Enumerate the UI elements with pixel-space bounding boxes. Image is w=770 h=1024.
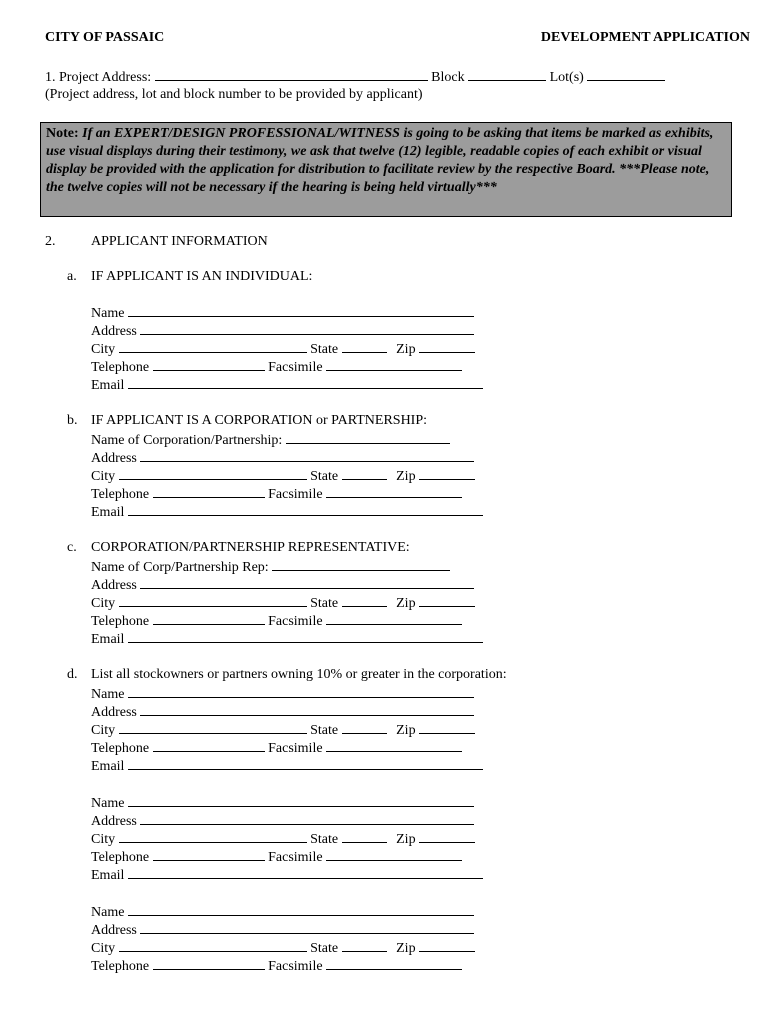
- b-telephone-row: [91, 484, 462, 502]
- city-name: CITY OF PASSAIC: [45, 30, 165, 45]
- a-address-row: [91, 321, 474, 339]
- block-label: Block: [431, 70, 465, 85]
- b-zip-field[interactable]: [419, 466, 475, 480]
- c-email-row: [91, 629, 483, 647]
- address-label: Address: [91, 324, 137, 339]
- a-email-row: [91, 375, 483, 393]
- d2-zip-field[interactable]: [419, 829, 475, 843]
- d2-name-field[interactable]: [128, 793, 474, 807]
- b-email-row: [91, 502, 483, 520]
- lots-label: Lot(s): [549, 70, 584, 85]
- d2-city-row: [91, 829, 475, 847]
- telephone-label: Telephone: [91, 360, 150, 375]
- email-label: Email: [91, 378, 125, 393]
- telephone-label: Telephone: [91, 850, 150, 865]
- b-city-row: [91, 466, 475, 484]
- document-title: DEVELOPMENT APPLICATION: [540, 30, 750, 45]
- name-label: Name: [91, 796, 125, 811]
- d1-state-field[interactable]: [342, 720, 387, 734]
- facsimile-label: Facsimile: [268, 487, 323, 502]
- a-city-row: [91, 339, 475, 357]
- d3-city-row: [91, 938, 475, 956]
- d1-city-field[interactable]: [119, 720, 307, 734]
- notice-label: Note:: [46, 126, 79, 141]
- a-zip-field[interactable]: [419, 339, 475, 353]
- d2-facsimile-field[interactable]: [326, 847, 462, 861]
- d1-zip-field[interactable]: [419, 720, 475, 734]
- email-label: Email: [91, 868, 125, 883]
- c-telephone-row: [91, 611, 462, 629]
- d1-name-row: [91, 684, 474, 702]
- subsection-c-letter: c.: [67, 540, 77, 555]
- a-city-field[interactable]: [119, 339, 307, 353]
- state-label: State: [310, 723, 339, 738]
- a-state-field[interactable]: [342, 339, 387, 353]
- zip-label: Zip: [396, 832, 416, 847]
- address-label: Address: [91, 814, 137, 829]
- a-address-field[interactable]: [140, 321, 474, 335]
- c-facsimile-field[interactable]: [326, 611, 462, 625]
- d1-email-field[interactable]: [128, 756, 483, 770]
- rep-name-label: Name of Corp/Partnership Rep:: [91, 560, 269, 575]
- zip-label: Zip: [396, 941, 416, 956]
- d2-name-row: [91, 793, 474, 811]
- subsection-d-letter: d.: [67, 667, 78, 682]
- email-label: Email: [91, 505, 125, 520]
- d2-telephone-row: [91, 847, 462, 865]
- zip-label: Zip: [396, 596, 416, 611]
- email-label: Email: [91, 632, 125, 647]
- lots-field[interactable]: [587, 67, 665, 81]
- address-label: Address: [91, 578, 137, 593]
- c-rep-name-row: [91, 557, 450, 575]
- d1-facsimile-field[interactable]: [326, 738, 462, 752]
- d3-address-field[interactable]: [140, 920, 474, 934]
- state-label: State: [310, 941, 339, 956]
- d1-email-row: [91, 756, 483, 774]
- c-email-field[interactable]: [128, 629, 483, 643]
- subsection-c-title: CORPORATION/PARTNERSHIP REPRESENTATIVE:: [91, 540, 410, 555]
- d2-city-field[interactable]: [119, 829, 307, 843]
- d1-city-row: [91, 720, 475, 738]
- a-facsimile-field[interactable]: [326, 357, 462, 371]
- c-rep-name-field[interactable]: [272, 557, 450, 571]
- d2-address-field[interactable]: [140, 811, 474, 825]
- c-city-field[interactable]: [119, 593, 307, 607]
- b-address-row: [91, 448, 474, 466]
- telephone-label: Telephone: [91, 959, 150, 974]
- b-corp-name-field[interactable]: [286, 430, 450, 444]
- subsection-d-title: List all stockowners or partners owning 10% or greater in the corporation:: [91, 667, 507, 682]
- b-corp-name-row: [91, 430, 450, 448]
- d1-telephone-row: [91, 738, 462, 756]
- city-label: City: [91, 941, 116, 956]
- d2-state-field[interactable]: [342, 829, 387, 843]
- c-state-field[interactable]: [342, 593, 387, 607]
- a-email-field[interactable]: [128, 375, 483, 389]
- zip-label: Zip: [396, 469, 416, 484]
- address-label: Address: [91, 705, 137, 720]
- address-label: Address: [91, 923, 137, 938]
- c-address-row: [91, 575, 474, 593]
- d2-email-row: [91, 865, 483, 883]
- name-label: Name: [91, 306, 125, 321]
- subsection-b-title: IF APPLICANT IS A CORPORATION or PARTNERSHIP:: [91, 413, 428, 428]
- state-label: State: [310, 832, 339, 847]
- zip-label: Zip: [396, 342, 416, 357]
- b-facsimile-field[interactable]: [326, 484, 462, 498]
- d3-zip-field[interactable]: [419, 938, 475, 952]
- d3-address-row: [91, 920, 474, 938]
- facsimile-label: Facsimile: [268, 741, 323, 756]
- d1-telephone-field[interactable]: [153, 738, 265, 752]
- zip-label: Zip: [396, 723, 416, 738]
- facsimile-label: Facsimile: [268, 614, 323, 629]
- city-label: City: [91, 342, 116, 357]
- state-label: State: [310, 342, 339, 357]
- facsimile-label: Facsimile: [268, 850, 323, 865]
- city-label: City: [91, 723, 116, 738]
- b-address-field[interactable]: [140, 448, 474, 462]
- d3-telephone-row: [91, 956, 462, 974]
- facsimile-label: Facsimile: [268, 959, 323, 974]
- facsimile-label: Facsimile: [268, 360, 323, 375]
- block-field[interactable]: [468, 67, 546, 81]
- d3-name-row: [91, 902, 474, 920]
- telephone-label: Telephone: [91, 614, 150, 629]
- a-name-row: [91, 303, 474, 321]
- state-label: State: [310, 596, 339, 611]
- notice-text: If an EXPERT/DESIGN PROFESSIONAL/WITNESS is going to be asking that items be marked as exhibits, use visual displays during their testimony, we ask that twelve (12) legible, readable copies of each exhibit or visual display be provided with the application for distribution to facilitate review by the respective Board. ***Please note, the twelve copies will not be necessary if the hearing is being held virtually***: [46, 126, 714, 195]
- b-state-field[interactable]: [342, 466, 387, 480]
- b-city-field[interactable]: [119, 466, 307, 480]
- a-telephone-row: [91, 357, 462, 375]
- subsection-a-letter: a.: [67, 269, 77, 284]
- city-label: City: [91, 469, 116, 484]
- address-label: Address: [91, 451, 137, 466]
- project-address-note: (Project address, lot and block number to be provided by applicant): [45, 87, 423, 102]
- corp-name-label: Name of Corporation/Partnership:: [91, 433, 283, 448]
- name-label: Name: [91, 687, 125, 702]
- c-city-row: [91, 593, 475, 611]
- section-2-number: 2.: [45, 234, 56, 249]
- city-label: City: [91, 596, 116, 611]
- d3-telephone-field[interactable]: [153, 956, 265, 970]
- project-address-row: [45, 67, 665, 85]
- d3-city-field[interactable]: [119, 938, 307, 952]
- subsection-a-title: IF APPLICANT IS AN INDIVIDUAL:: [91, 269, 313, 284]
- project-address-label: 1. Project Address:: [45, 70, 152, 85]
- telephone-label: Telephone: [91, 487, 150, 502]
- a-telephone-field[interactable]: [153, 357, 265, 371]
- page-header: [45, 29, 750, 47]
- d3-state-field[interactable]: [342, 938, 387, 952]
- name-label: Name: [91, 905, 125, 920]
- state-label: State: [310, 469, 339, 484]
- d1-address-field[interactable]: [140, 702, 474, 716]
- d2-telephone-field[interactable]: [153, 847, 265, 861]
- city-label: City: [91, 832, 116, 847]
- c-telephone-field[interactable]: [153, 611, 265, 625]
- c-zip-field[interactable]: [419, 593, 475, 607]
- telephone-label: Telephone: [91, 741, 150, 756]
- subsection-b-letter: b.: [67, 413, 78, 428]
- a-name-field[interactable]: [128, 303, 474, 317]
- d2-address-row: [91, 811, 474, 829]
- d1-name-field[interactable]: [128, 684, 474, 698]
- d3-facsimile-field[interactable]: [326, 956, 462, 970]
- b-email-field[interactable]: [128, 502, 483, 516]
- section-2-title: APPLICANT INFORMATION: [91, 234, 268, 249]
- expert-exhibit-notice: [40, 122, 732, 217]
- email-label: Email: [91, 759, 125, 774]
- d3-name-field[interactable]: [128, 902, 474, 916]
- d1-address-row: [91, 702, 474, 720]
- project-address-field[interactable]: [155, 67, 428, 81]
- d2-email-field[interactable]: [128, 865, 483, 879]
- b-telephone-field[interactable]: [153, 484, 265, 498]
- c-address-field[interactable]: [140, 575, 474, 589]
